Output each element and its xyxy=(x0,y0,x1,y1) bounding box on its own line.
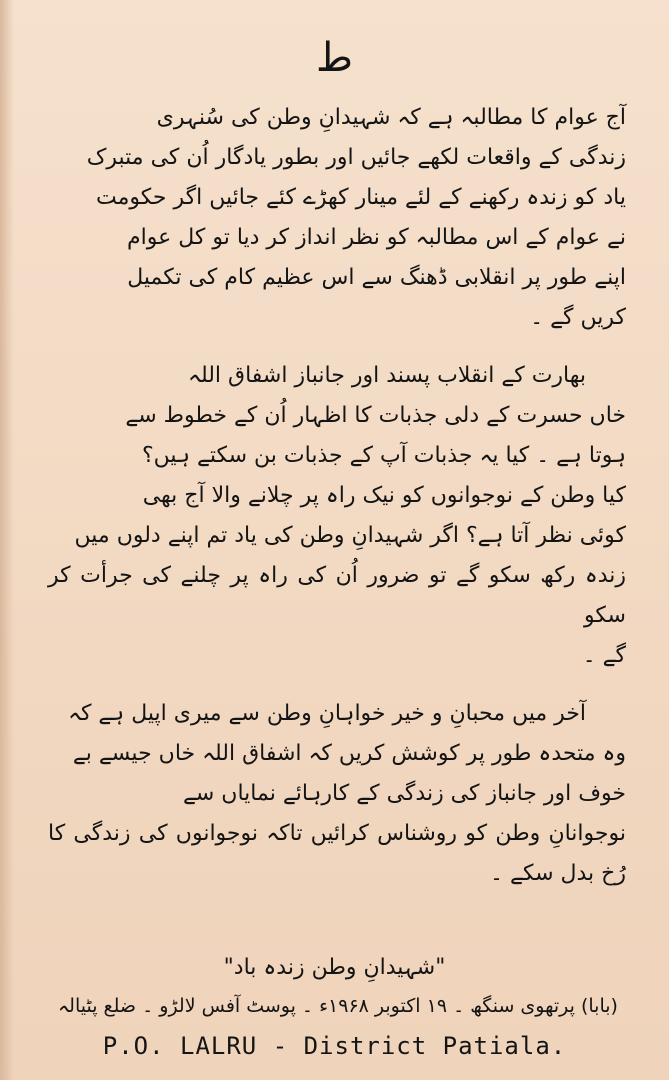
page-number-letter: ط xyxy=(316,35,353,81)
text-line: زندگی کے واقعات لکھے جائیں اور بطور یادگار اُن کی متبرک xyxy=(86,145,626,170)
text-line: زندہ رکھ سکو گے تو ضرور اُن کی راہ پر چلنے کی جرأت کر سکو xyxy=(48,563,626,628)
paragraph-2 xyxy=(48,356,626,676)
text-line: کریں گے ۔ xyxy=(530,305,626,330)
text-line: وہ متحدہ طور پر کوشش کریں کہ اشفاق اللہ خاں جیسے بے xyxy=(72,741,626,766)
text-line: آج عوام کا مطالبہ ہے کہ شہیدانِ وطن کی سُنہری xyxy=(156,105,626,130)
text-line: بھارت کے انقلاب پسند اور جانباز اشفاق اللہ xyxy=(188,363,586,388)
text-line: کیا وطن کے نوجوانوں کو نیک راہ پر چلانے والا آج بھی xyxy=(142,483,626,508)
paragraph-1 xyxy=(48,98,626,338)
text-line: نے عوام کے اس مطالبہ کو نظر انداز کر دیا تو کل عوام xyxy=(126,225,626,250)
body-text xyxy=(48,98,626,894)
signature-urdu: (بابا) پرتھوی سنگھ ۔ ۱۹ اکتوبر ۱۹۶۸ء ۔ پوسٹ آفس لالڑو ۔ ضلع پٹیالہ xyxy=(58,995,618,1017)
text-line: خاں حسرت کے دلی جذبات کا اظہار اُن کے خطوط سے xyxy=(125,403,626,428)
text-line: یاد کو زندہ رکھنے کے لئے مینار کھڑے کئے جائیں اگر حکومت xyxy=(95,185,626,210)
text-line: گے ۔ xyxy=(582,643,626,668)
slogan: "شہیدانِ وطن زندہ باد" xyxy=(223,955,446,980)
text-line: ہوتا ہے ۔ کیا یہ جذبات آپ کے جذبات بن سکتے ہیں؟ xyxy=(142,443,626,468)
signature-address: P.O. LALRU - District Patiala. xyxy=(102,1032,567,1060)
text-line: کوئی نظر آتا ہے؟ اگر شہیدانِ وطن کی یاد تم اپنے دلوں میں xyxy=(74,523,626,548)
text-line: نوجوانانِ وطن کو روشناس کرائیں تاکہ نوجوانوں کی زندگی کا رُخ بدل سکے ۔ xyxy=(48,821,626,886)
page-binding-shadow xyxy=(0,0,14,1080)
text-line: آخر میں محبانِ و خیر خواہانِ وطن سے میری اپیل ہے کہ xyxy=(68,701,586,726)
paragraph-3 xyxy=(48,694,626,894)
text-line: اپنے طور پر انقلابی ڈھنگ سے اس عظیم کام کی تکمیل xyxy=(127,265,626,290)
text-line: خوف اور جانباز کی زندگی کے کارہائے نمایاں سے xyxy=(182,781,626,806)
